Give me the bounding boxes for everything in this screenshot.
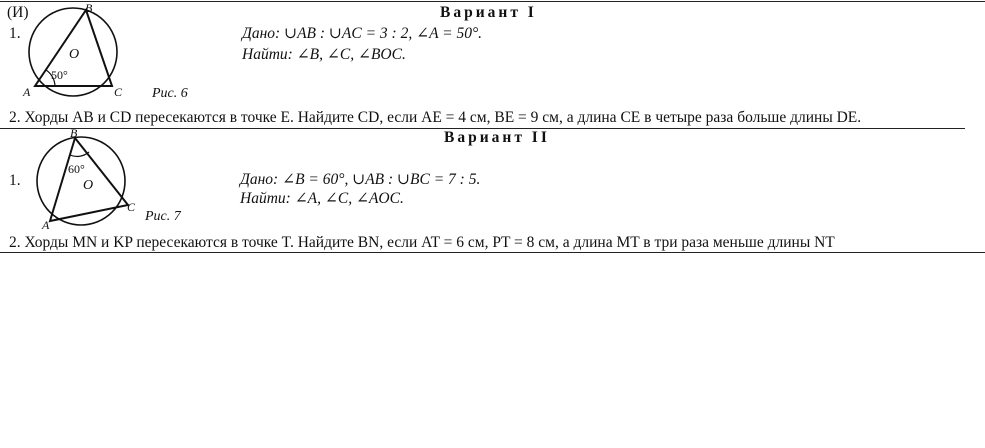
variant1-title: Вариант I (440, 4, 537, 21)
given-label: Дано: (242, 25, 281, 42)
figure-6 (22, 2, 122, 102)
given-text: ∠B = 60°, ∪AB : ∪BC = 7 : 5. (282, 171, 481, 188)
task2-number: 2. (9, 109, 21, 126)
variant1-find (242, 46, 406, 64)
find-label: Найти: (242, 46, 293, 63)
figure-6-caption: Рис. 6 (152, 86, 188, 101)
circle (37, 137, 125, 225)
task2-number: 2. (9, 234, 21, 251)
find-text: ∠B, ∠C, ∠BOC. (296, 46, 406, 63)
vertex-a-label: A (42, 218, 50, 232)
center-label: O (69, 47, 80, 62)
given-label: Дано: (240, 171, 279, 188)
vertex-c-label: C (114, 85, 123, 99)
task2-text: Хорды MN и KP пересекаются в точке T. Найдите BN, если AT = 6 см, PT = 8 см, а длина MT в три раза меньше длины NT (24, 234, 835, 251)
variant1-task1-number: 1. (9, 25, 21, 42)
variant2-title: Вариант II (444, 129, 550, 146)
find-label: Найти: (240, 190, 291, 207)
variant2-given (240, 171, 480, 189)
bottom-border (0, 252, 985, 253)
angle-label: 60° (68, 162, 85, 176)
given-text: ∪AB : ∪AC = 3 : 2, ∠A = 50°. (284, 25, 483, 42)
variant2-task2 (9, 234, 835, 252)
top-border (0, 1, 985, 2)
vertex-c-label: C (127, 200, 136, 214)
variant2-find (240, 190, 404, 208)
vertex-b-label: B (70, 126, 78, 140)
figure-7 (30, 126, 140, 232)
center-label: O (83, 178, 94, 193)
task2-text: Хорды AB и CD пересекаются в точке E. Найдите CD, если AE = 4 см, BE = 9 см, а длина CE в четыре раза больше длины DE. (24, 109, 862, 126)
vertex-a-label: A (23, 85, 31, 99)
variant1-given (242, 25, 482, 43)
find-text: ∠A, ∠C, ∠AOC. (294, 190, 404, 207)
variant1-task2 (9, 109, 861, 127)
angle-label: 50° (51, 68, 68, 82)
variant2-task1-number: 1. (9, 172, 21, 189)
figure-7-caption: Рис. 7 (145, 209, 181, 224)
vertex-b-label: B (85, 1, 93, 15)
header-label: (И) (7, 4, 29, 21)
